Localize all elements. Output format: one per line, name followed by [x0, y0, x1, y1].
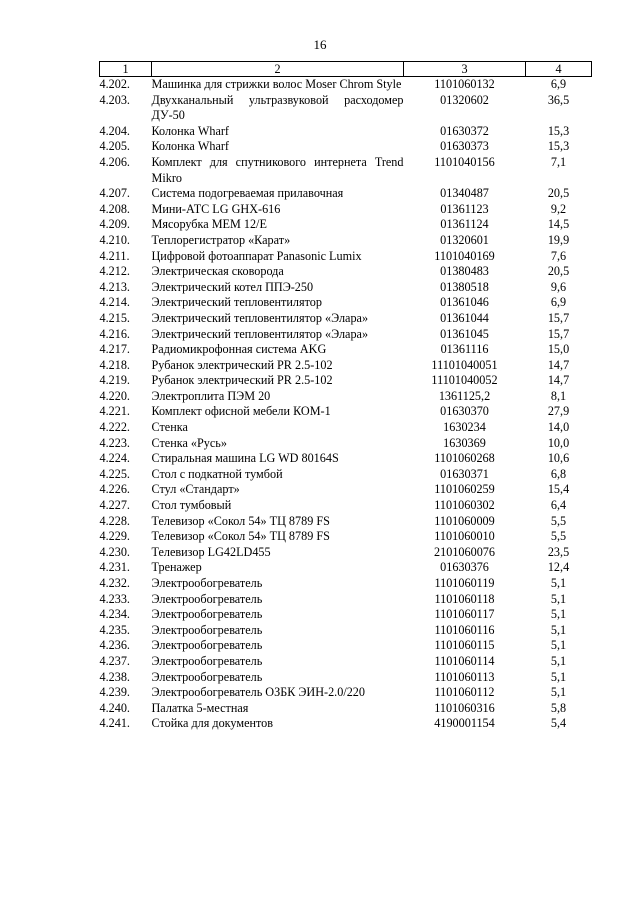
item-value: 14,7: [547, 373, 570, 388]
item-name: Теплорегистратор «Карат»: [151, 232, 291, 247]
table-row: [100, 576, 592, 592]
table-row: [100, 358, 592, 374]
item-value: 5,1: [550, 685, 567, 700]
inventory-code: 1101060302: [434, 498, 495, 513]
inventory-code: 4190001154: [434, 716, 495, 731]
item-name: Электроплита ПЭМ 20: [151, 388, 271, 403]
table-row: [100, 482, 592, 498]
item-name: Стиральная машина LG WD 80164S: [151, 451, 339, 466]
inventory-code: 01630373: [440, 139, 489, 154]
item-name: Рубанок электрический PR 2.5-102: [151, 373, 333, 388]
row-number: 4.236.: [99, 638, 130, 653]
row-number: 4.234.: [99, 607, 130, 622]
item-name: Электрообогреватель: [151, 576, 263, 590]
inventory-code: 1101060118: [434, 591, 495, 606]
row-number: 4.218.: [99, 357, 130, 372]
row-number: 4.214.: [99, 295, 130, 310]
row-number: 4.238.: [99, 669, 130, 684]
item-value: 5,1: [550, 622, 567, 637]
item-value: 8,1: [550, 388, 567, 403]
inventory-code: 01361124: [440, 217, 489, 232]
row-number: 4.206.: [99, 154, 130, 169]
row-number: 4.222.: [99, 420, 130, 435]
item-name: Комплект офисной мебели КОМ-1: [151, 404, 331, 419]
row-number: 4.215.: [99, 310, 130, 325]
inventory-code: 1101040169: [434, 248, 495, 263]
item-name: Стол с подкатной тумбой: [151, 466, 283, 481]
row-number: 4.241.: [99, 716, 130, 731]
table-row: [100, 249, 592, 265]
inventory-code: 11101040051: [431, 357, 498, 372]
table-row: [100, 311, 592, 327]
table-row: [100, 264, 592, 280]
table-row: [100, 373, 592, 389]
table-row: [100, 623, 592, 639]
inventory-code: 01340487: [440, 186, 489, 201]
table-row: [100, 155, 592, 186]
table-row: [100, 498, 592, 514]
table-row: [100, 545, 592, 561]
inventory-code: 1101060112: [434, 685, 495, 700]
item-name: Электрообогреватель: [151, 638, 263, 653]
item-name: Электрообогреватель ОЗБК ЭИН-2.0/220: [151, 685, 365, 700]
item-value: 14,5: [547, 217, 570, 232]
inventory-code: 01361046: [440, 295, 489, 310]
table-row: [100, 716, 592, 732]
item-value: 10,6: [547, 451, 570, 466]
item-value: 14,7: [547, 357, 570, 372]
row-number: 4.232.: [99, 576, 130, 590]
inventory-code: 1101060010: [434, 529, 495, 544]
table-row: [100, 467, 592, 483]
item-value: 27,9: [547, 404, 570, 419]
item-name: Тренажер: [151, 560, 202, 575]
row-number: 4.203.: [99, 92, 130, 107]
item-value: 5,5: [550, 513, 567, 528]
row-number: 4.240.: [99, 700, 130, 715]
item-value: 7,6: [550, 248, 567, 263]
inventory-code: 01630370: [440, 404, 489, 419]
table-row: [100, 404, 592, 420]
inventory-code: 01361123: [440, 201, 489, 216]
inventory-code: 1101060113: [434, 669, 495, 684]
row-number: 4.209.: [99, 217, 130, 232]
item-name: Колонка Wharf: [151, 139, 229, 154]
item-value: 36,5: [547, 92, 570, 107]
item-value: 14,0: [547, 420, 570, 435]
column-header: 1: [100, 62, 152, 77]
item-value: 5,1: [550, 638, 567, 653]
item-name: Стол тумбовый: [151, 498, 232, 513]
item-value: 9,6: [550, 279, 567, 294]
inventory-code: 1361125,2: [438, 388, 491, 403]
table-header-row: [100, 62, 592, 77]
row-number: 4.202.: [99, 77, 130, 91]
inventory-code: 01630372: [440, 123, 489, 138]
item-value: 19,9: [547, 232, 570, 247]
row-number: 4.226.: [99, 482, 130, 497]
row-number: 4.207.: [99, 186, 130, 201]
column-header: 3: [404, 62, 526, 77]
row-number: 4.219.: [99, 373, 130, 388]
table-row: [100, 327, 592, 343]
item-value: 5,1: [550, 669, 567, 684]
row-number: 4.225.: [99, 466, 130, 481]
item-name: Мини-АТС LG GHX-616: [151, 201, 281, 216]
item-name: Двухканальный ультразвуковой расходомер ДУ-50: [151, 92, 404, 123]
item-value: 5,1: [550, 653, 567, 668]
table-row: [100, 124, 592, 140]
table-row: [100, 701, 592, 717]
row-number: 4.217.: [99, 342, 130, 357]
row-number: 4.230.: [99, 544, 130, 559]
table-row: [100, 217, 592, 233]
item-value: 6,9: [550, 295, 567, 310]
inventory-code: 01380483: [440, 264, 489, 279]
inventory-code: 01361116: [440, 342, 489, 357]
inventory-code: 1101040156: [434, 154, 495, 169]
table-row: [100, 685, 592, 701]
inventory-code: 1630369: [443, 435, 486, 450]
item-value: 6,4: [550, 498, 567, 513]
table-row: [100, 654, 592, 670]
inventory-code: 1101060117: [434, 607, 495, 622]
row-number: 4.229.: [99, 529, 130, 544]
inventory-code: 1630234: [443, 420, 486, 435]
item-value: 5,1: [550, 607, 567, 622]
item-value: 12,4: [547, 560, 570, 575]
inventory-code: 01361045: [440, 326, 489, 341]
item-name: Электрический котел ППЭ-250: [151, 279, 314, 294]
item-value: 15,7: [547, 310, 570, 325]
item-value: 20,5: [547, 264, 570, 279]
inventory-code: 01630371: [440, 466, 489, 481]
inventory-code: 1101060268: [434, 451, 495, 466]
row-number: 4.224.: [99, 451, 130, 466]
inventory-code: 11101040052: [431, 373, 498, 388]
item-value: 5,1: [550, 591, 567, 606]
row-number: 4.231.: [99, 560, 130, 575]
item-name: Электрическая сковорода: [151, 264, 284, 279]
row-number: 4.208.: [99, 201, 130, 216]
inventory-code: 01320602: [440, 92, 489, 107]
item-value: 15,4: [547, 482, 570, 497]
item-name: Стул «Стандарт»: [151, 482, 240, 497]
inventory-code: 01361044: [440, 310, 489, 325]
row-number: 4.233.: [99, 591, 130, 606]
item-value: 23,5: [547, 544, 570, 559]
item-name: Машинка для стрижки волос Moser Chrom Style: [151, 77, 402, 91]
table-body: [100, 77, 592, 732]
item-name: Мясорубка МЕМ 12/Е: [151, 217, 267, 232]
item-name: Рубанок электрический PR 2.5-102: [151, 357, 333, 372]
item-value: 10,0: [547, 435, 570, 450]
inventory-code: 1101060132: [434, 77, 495, 91]
item-name: Колонка Wharf: [151, 123, 229, 138]
table-row: [100, 233, 592, 249]
item-name: Электрообогреватель: [151, 591, 263, 606]
table-row: [100, 451, 592, 467]
item-name: Электрообогреватель: [151, 607, 263, 622]
row-number: 4.204.: [99, 123, 130, 138]
item-name: Электрообогреватель: [151, 622, 263, 637]
item-name: Стенка «Русь»: [151, 435, 227, 450]
row-number: 4.212.: [99, 264, 130, 279]
row-number: 4.221.: [99, 404, 130, 419]
item-name: Электрический тепловентилятор «Элара»: [151, 310, 369, 325]
item-name: Система подогреваемая прилавочная: [151, 186, 344, 201]
item-value: 15,3: [547, 139, 570, 154]
table-row: [100, 280, 592, 296]
table-row: [100, 592, 592, 608]
row-number: 4.220.: [99, 388, 130, 403]
item-name: Цифровой фотоаппарат Panasonic Lumix: [151, 248, 362, 263]
row-number: 4.216.: [99, 326, 130, 341]
item-name: Телевизор LG42LD455: [151, 544, 271, 559]
row-number: 4.205.: [99, 139, 130, 154]
table-row: [100, 139, 592, 155]
item-value: 5,4: [550, 716, 567, 731]
item-value: 6,9: [550, 77, 567, 91]
inventory-code: 1101060259: [434, 482, 495, 497]
inventory-code: 2101060076: [434, 544, 495, 559]
item-name: Телевизор «Сокол 54» ТЦ 8789 FS: [151, 513, 330, 528]
table-row: [100, 607, 592, 623]
inventory-code: 1101060114: [434, 653, 495, 668]
table-row: [100, 389, 592, 405]
table-row: [100, 638, 592, 654]
item-name: Комплект для спутникового интернета Trend Mikro: [151, 154, 404, 185]
table-row: [100, 436, 592, 452]
row-number: 4.237.: [99, 653, 130, 668]
item-name: Электрический тепловентилятор: [151, 295, 322, 310]
row-number: 4.210.: [99, 232, 130, 247]
inventory-code: 01380518: [440, 279, 489, 294]
item-value: 7,1: [550, 154, 567, 169]
row-number: 4.235.: [99, 622, 130, 637]
row-number: 4.227.: [99, 498, 130, 513]
inventory-code: 1101060115: [434, 638, 495, 653]
item-value: 15,7: [547, 326, 570, 341]
row-number: 4.239.: [99, 685, 130, 700]
row-number: 4.213.: [99, 279, 130, 294]
inventory-code: 01630376: [440, 560, 489, 575]
item-name: Палатка 5-местная: [151, 700, 249, 715]
column-header: 2: [152, 62, 404, 77]
item-value: 15,3: [547, 123, 570, 138]
table-row: [100, 295, 592, 311]
item-value: 15,0: [547, 342, 570, 357]
item-name: Телевизор «Сокол 54» ТЦ 8789 FS: [151, 529, 330, 544]
item-name: Стенка: [151, 420, 188, 435]
item-name: Стойка для документов: [151, 716, 274, 731]
row-number: 4.228.: [99, 513, 130, 528]
inventory-code: 1101060009: [434, 513, 495, 528]
item-value: 20,5: [547, 186, 570, 201]
page-number: 16: [313, 37, 327, 52]
item-value: 5,5: [550, 529, 567, 544]
inventory-table: [99, 61, 592, 732]
row-number: 4.211.: [99, 248, 130, 263]
item-value: 5,1: [550, 576, 567, 590]
item-name: Электрообогреватель: [151, 653, 263, 668]
item-name: Электрообогреватель: [151, 669, 263, 684]
row-number: 4.223.: [99, 435, 130, 450]
table-row: [100, 514, 592, 530]
inventory-code: 1101060116: [434, 622, 495, 637]
item-name: Электрический тепловентилятор «Элара»: [151, 326, 369, 341]
inventory-code: 1101060316: [434, 700, 495, 715]
table-row: [100, 670, 592, 686]
table-row: [100, 202, 592, 218]
table-row: [100, 420, 592, 436]
item-value: 9,2: [550, 201, 567, 216]
column-header: 4: [526, 62, 592, 77]
inventory-code: 1101060119: [434, 576, 495, 590]
table-row: [100, 342, 592, 358]
table-row: [100, 529, 592, 545]
table-row: [100, 93, 592, 124]
table-row: [100, 77, 592, 93]
item-value: 6,8: [550, 466, 567, 481]
item-name: Радиомикрофонная система AKG: [151, 342, 327, 357]
table-row: [100, 186, 592, 202]
item-value: 5,8: [550, 700, 567, 715]
inventory-code: 01320601: [440, 232, 489, 247]
table-row: [100, 560, 592, 576]
